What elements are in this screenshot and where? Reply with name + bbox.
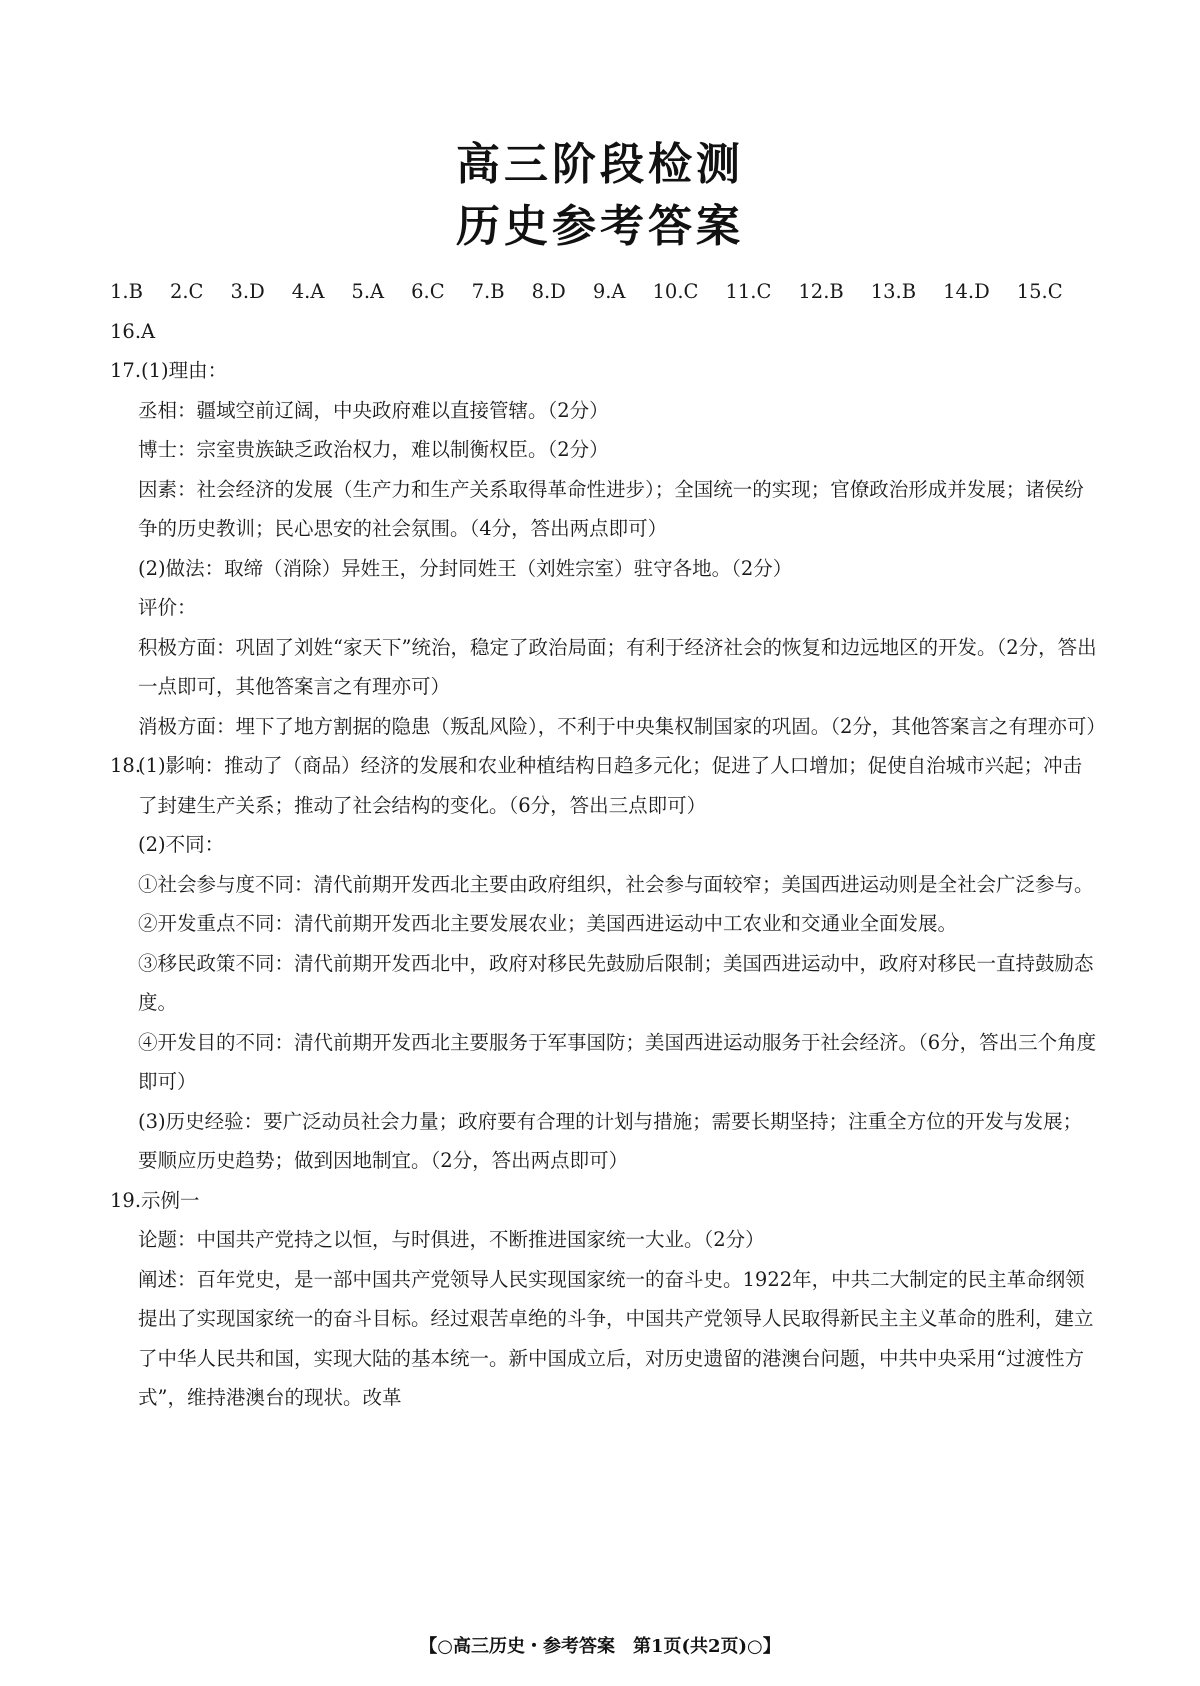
q17-number: 17. [110,359,142,382]
q18-part3-answer: (3)历史经验：要广泛动员社会力量；政府要有合理的计划与措施；需要长期坚持；注重全方位的开发与发展；要顺应历史趋势；做到因地制宜。（2分，答出两点即可） [138,1109,1083,1172]
q18-number: 18. [110,754,142,777]
q18-part1-answer: (1)影响：推动了（商品）经济的发展和农业种植结构日趋多元化；促进了人口增加；促使自治城市兴起；冲击了封建生产关系；推动了社会结构的变化。（6分，答出三点即可） [138,754,1083,817]
q17-part2-method: (2)做法：取缔（消除）异姓王，分封同姓王（刘姓宗室）驻守各地。（2分） [138,556,793,580]
mc-answer: 10.C [652,280,699,303]
q19-header [110,1181,1100,1221]
q18-part2-answer-3: ③移民政策不同：清代前期开发西北中，政府对移民先鼓励后限制；美国西进运动中，政府对移民一直持鼓励态度。 [138,951,1094,1014]
q18-part1-row [110,746,1100,825]
q19-example-heading: 示例一 [141,1188,200,1212]
mc-answer: 16.A [110,319,156,343]
q19-elaboration: 阐述：百年党史，是一部中国共产党领导人民实现国家统一的奋斗史。1922年，中共二大制定的民主革命纲领提出了实现国家统一的奋斗目标。经过艰苦卓绝的斗争，中国共产党领导人民取得新民主主义革命的胜利，建立了中华人民共和国，实现大陆的基本统一。新中国成立后，对历史遗留的港澳台问题，中共中央采用“过渡性方式”，维持港澳台的现状。改革 [138,1267,1094,1409]
q18-part2-answer-1: ①社会参与度不同：清代前期开发西北主要由政府组织，社会参与面较窄；美国西进运动则是全社会广泛参与。 [138,872,1094,896]
mc-answer: 7.B [471,280,505,303]
exam-subtitle: 历史参考答案 [456,201,744,252]
mc-answer: 2.C [169,280,204,303]
q17-part1-answer-c: 因素：社会经济的发展（生产力和生产关系取得革命性进步）；全国统一的实现；官僚政治形成并发展；诸侯纷争的历史教训；民心思安的社会氛围。（4分，答出两点即可） [138,477,1084,540]
mc-answer: 3.D [230,280,265,303]
mc-answer: 8.D [531,280,566,303]
answer-body [110,272,1106,1418]
mc-answer: 12.B [798,280,844,303]
mc-answer: 14.D [943,280,990,303]
q17-part1-heading: (1)理由： [141,359,228,382]
mc-answer: 9.A [592,280,626,303]
q17-part1-answer-b: 博士：宗室贵族缺乏政治权力，难以制衡权臣。（2分） [138,438,609,461]
q17-part2-evaluation-heading: 评价： [138,596,197,619]
q17-header [110,351,1100,391]
mc-answer: 6.C [411,280,445,303]
mc-answer: 5.A [351,280,385,303]
q18-part2-answer-4: ④开发目的不同：清代前期开发西北主要服务于军事国防；美国西进运动服务于社会经济。（6分，答出三个角度即可） [138,1030,1097,1093]
q18-part2-answer-2: ②开发重点不同：清代前期开发西北主要发展农业；美国西进运动中工农业和交通业全面发展。 [138,912,958,935]
q17-part2-negative: 消极方面：埋下了地方割据的隐患（叛乱风险），不利于中央集权制国家的巩固。（2分，其他答案言之有理亦可） [138,714,1106,738]
q18-part2-heading: (2)不同： [138,833,225,856]
mc-answer: 1.B [110,280,143,303]
q19-topic: 论题：中国共产党持之以恒，与时俱进，不断推进国家统一大业。（2分） [138,1228,765,1251]
q17-part1-answer-a: 丞相：疆域空前辽阔，中央政府难以直接管辖。（2分） [138,398,609,422]
page-footer: 【○高三历史・参考答案 第1页(共2页)○】 [419,1636,781,1657]
multiple-choice-answers [110,272,1100,351]
exam-title: 高三阶段检测 [456,139,744,190]
mc-answer: 15.C [1016,280,1063,303]
mc-answer: 4.A [291,280,325,303]
q19-number: 19. [110,1188,142,1212]
mc-answer: 13.B [870,280,917,303]
q17-part2-positive: 积极方面：巩固了刘姓“家天下”统治，稳定了政治局面；有利于经济社会的恢复和边远地区的开发。（2分，答出一点即可，其他答案言之有理亦可） [138,635,1097,698]
mc-answer: 11.C [725,280,772,303]
